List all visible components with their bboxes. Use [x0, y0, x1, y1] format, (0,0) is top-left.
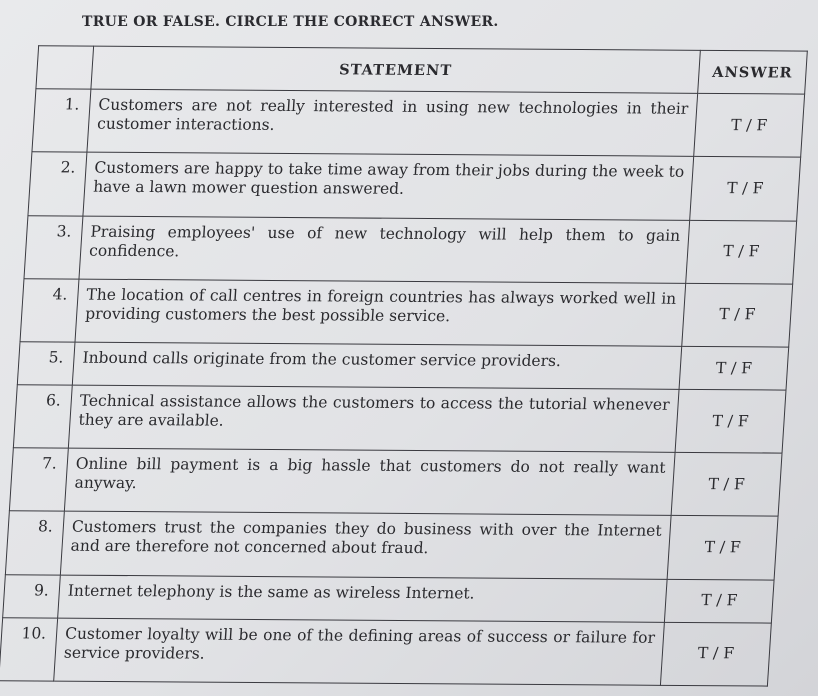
table-row: [9, 448, 782, 517]
row-number: 4.: [20, 279, 79, 343]
row-number: 8.: [5, 511, 64, 575]
row-number: 2.: [28, 152, 87, 216]
row-answer-choice[interactable]: T / F: [675, 389, 786, 453]
row-statement: Customers are not really interested in using new technologies in their customer interactions.: [87, 89, 698, 157]
row-answer-choice[interactable]: T / F: [667, 516, 778, 580]
table-row: [32, 89, 805, 158]
table-row: [28, 152, 801, 221]
table-row: [5, 511, 778, 580]
header-number: [36, 46, 94, 89]
row-answer-choice[interactable]: T / F: [679, 346, 789, 390]
row-statement: Inbound calls originate from the customer service providers.: [72, 342, 681, 389]
table-header-row: [36, 46, 807, 94]
row-statement: Customer loyalty will be one of the defining areas of success or failure for service providers.: [54, 618, 665, 686]
table-row: [0, 617, 771, 686]
row-number: 10.: [0, 617, 58, 681]
row-answer-choice[interactable]: T / F: [660, 622, 771, 686]
header-statement: STATEMENT: [91, 46, 700, 93]
row-statement: Praising employees' use of new technology will help them to gain confidence.: [79, 216, 690, 284]
row-statement: Internet telephony is the same as wireless Internet.: [58, 575, 667, 622]
row-number: 6.: [13, 385, 72, 449]
row-statement: The location of call centres in foreign countries has always worked well in providing customers the best possible service.: [75, 279, 686, 347]
row-statement: Customers trust the companies they do business with over the Internet and are therefore not concerned about fraud.: [60, 512, 671, 580]
header-answer: ANSWER: [698, 50, 808, 94]
row-statement: Customers are happy to take time away from their jobs during the week to have a lawn mower question answered.: [83, 152, 694, 220]
true-false-table-container: [0, 45, 808, 686]
table-row: [3, 574, 774, 622]
table-row: [13, 385, 786, 454]
row-answer-choice[interactable]: T / F: [690, 157, 801, 221]
table-row: [20, 279, 793, 348]
true-false-table: [0, 45, 808, 686]
row-answer-choice[interactable]: T / F: [682, 283, 793, 347]
row-answer-choice[interactable]: T / F: [686, 220, 797, 284]
table-row: [17, 342, 788, 390]
row-number: 1.: [32, 89, 91, 153]
worksheet-title: TRUE OR FALSE. CIRCLE THE CORRECT ANSWER.: [82, 14, 499, 30]
row-statement: Online bill payment is a big hassle that customers do not really want anyway.: [64, 448, 675, 516]
table-row: [24, 215, 797, 284]
row-number: 9.: [3, 574, 61, 617]
row-number: 7.: [9, 448, 68, 512]
row-answer-choice[interactable]: T / F: [671, 453, 782, 517]
row-answer-choice[interactable]: T / F: [664, 579, 774, 623]
row-number: 5.: [17, 342, 75, 385]
row-statement: Technical assistance allows the customers to access the tutorial whenever they are available.: [68, 385, 679, 453]
row-number: 3.: [24, 215, 83, 279]
row-answer-choice[interactable]: T / F: [694, 93, 805, 157]
